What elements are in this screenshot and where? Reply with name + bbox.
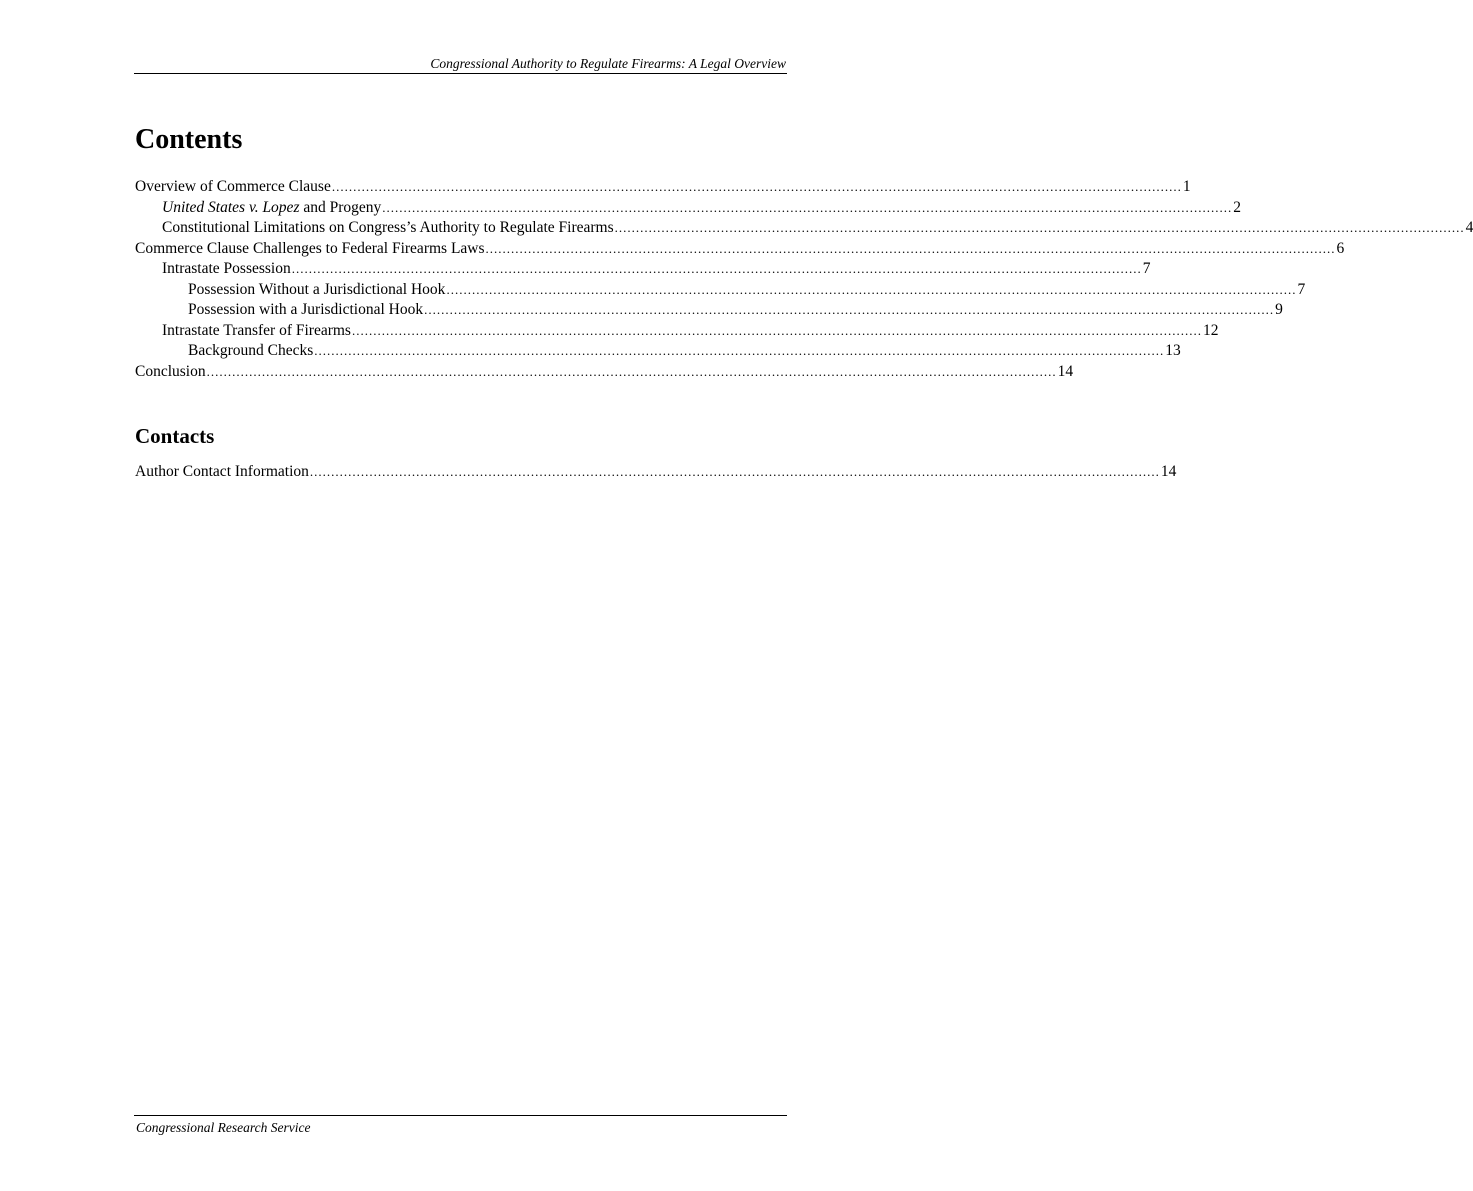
toc-entry-title: Author Contact Information [135,463,309,480]
toc-page-number: 2 [1233,198,1242,216]
toc-entry-title: Intrastate Transfer of Firearms [162,321,351,339]
toc-entry-title [162,198,381,219]
header-rule [134,73,787,74]
toc-entry-title: Commerce Clause Challenges to Federal Firearms Laws [135,239,485,257]
toc-entry[interactable] [135,300,1283,321]
toc-entry-title-rest: and Progeny [299,198,382,216]
dot-leader: ........................................................................................................................................................................................................ [309,464,1160,479]
toc-page-number: 14 [1160,463,1177,480]
dot-leader: ........................................................................................................................................................................................................ [331,179,1182,194]
toc-entry[interactable] [135,259,1151,280]
dot-leader: ........................................................................................................................................................................................................ [485,240,1336,256]
contacts-heading: Contacts [135,424,215,448]
dot-leader: ........................................................................................................................................................................................................ [314,343,1165,358]
contacts-list [135,462,1177,483]
dot-leader: ........................................................................................................................................................................................................ [206,363,1057,379]
toc-entry[interactable] [135,198,1242,219]
toc-page-number: 6 [1336,239,1345,257]
footer-text: Congressional Research Service [136,1120,311,1135]
toc-page-number: 9 [1275,301,1283,318]
toc-page-number: 7 [1142,260,1151,277]
table-of-contents [135,177,1473,382]
toc-entry[interactable] [135,321,1219,342]
toc-entry-title: Possession Without a Jurisdictional Hook [188,280,446,298]
running-header: Congressional Authority to Regulate Firearms: A Legal Overview [430,56,786,71]
contents-heading: Contents [135,124,243,155]
toc-entry-title: Background Checks [188,342,314,359]
case-name: United States v. Lopez [162,198,300,216]
toc-entry-title: Constitutional Limitations on Congress’s Authority to Regulate Firearms [162,219,614,236]
dot-leader: ........................................................................................................................................................................................................ [351,322,1202,338]
toc-page-number: 4 [1465,219,1473,236]
toc-page-number: 12 [1202,321,1219,339]
toc-entry[interactable] [135,362,1074,383]
toc-entry[interactable] [135,462,1177,483]
toc-entry-title: Possession with a Jurisdictional Hook [188,301,424,318]
dot-leader: ........................................................................................................................................................................................................ [614,220,1465,235]
footer-rule [134,1115,787,1116]
toc-entry[interactable] [135,239,1345,260]
toc-entry-title: Conclusion [135,362,206,380]
toc-entry[interactable] [135,341,1181,362]
toc-page-number: 13 [1165,342,1181,359]
toc-entry-title: Intrastate Possession [162,260,291,277]
toc-entry[interactable] [135,280,1306,301]
toc-page-number: 14 [1057,362,1074,380]
dot-leader: ........................................................................................................................................................................................................ [424,302,1275,317]
dot-leader: ........................................................................................................................................................................................................ [382,199,1233,215]
toc-entry[interactable] [135,218,1473,239]
dot-leader: ........................................................................................................................................................................................................ [291,261,1142,276]
dot-leader: ........................................................................................................................................................................................................ [446,281,1297,297]
toc-entry[interactable] [135,177,1191,198]
toc-page-number: 1 [1182,178,1191,195]
toc-page-number: 7 [1297,280,1306,298]
toc-entry-title: Overview of Commerce Clause [135,178,331,195]
